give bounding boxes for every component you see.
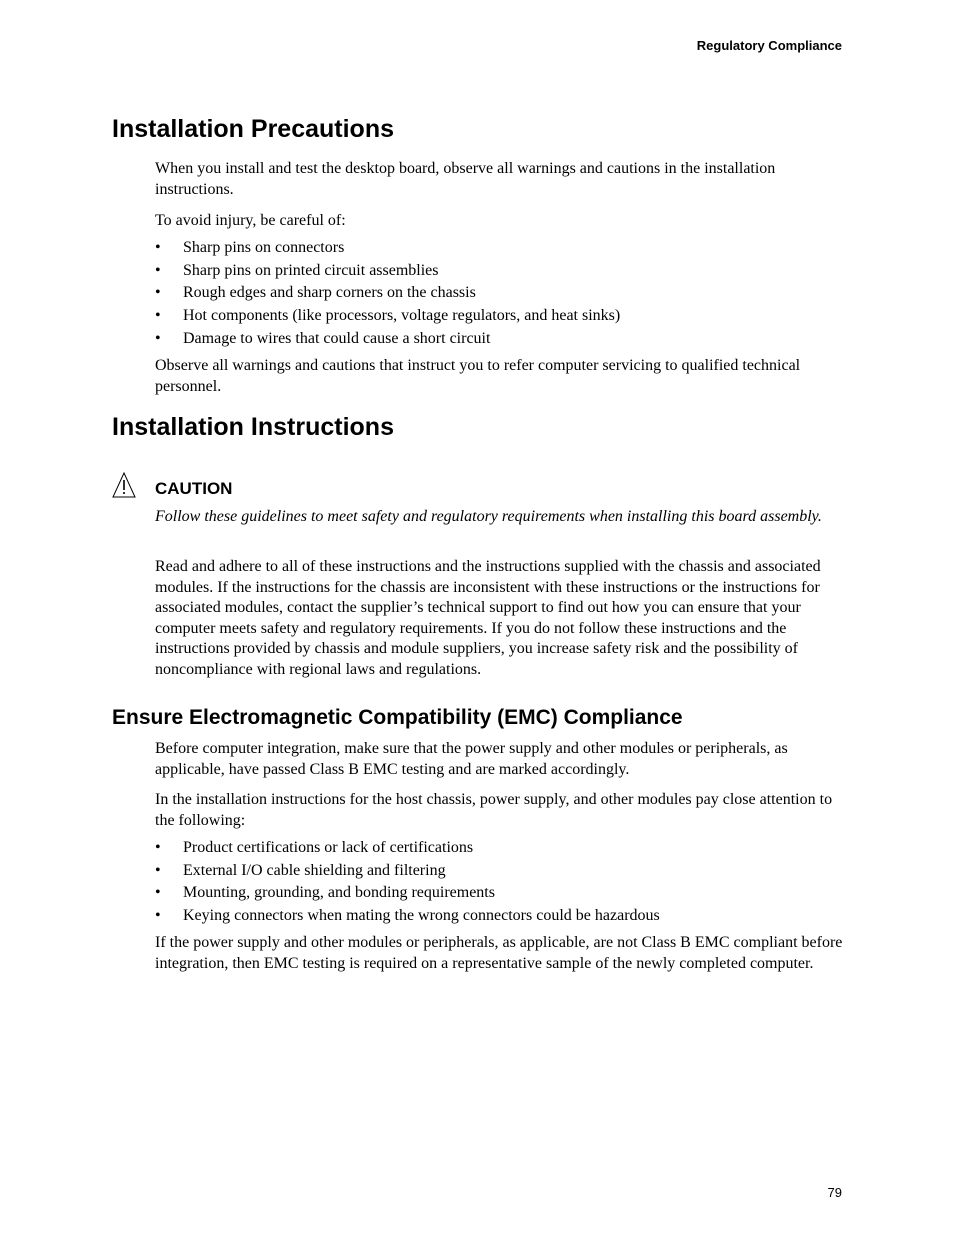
bullet-icon: • (155, 907, 161, 925)
paragraph: If the power supply and other modules or peripherals, as applicable, are not Class B EMC compliant before integration, then EMC testing is required on a representative sample of the newly completed computer. (155, 934, 843, 972)
list-item-text: Keying connectors when mating the wrong connectors could be hazardous (183, 907, 660, 925)
paragraph: To avoid injury, be careful of: (155, 212, 346, 229)
list-item-text: Sharp pins on printed circuit assemblies (183, 261, 439, 279)
list-item (155, 329, 620, 352)
precautions-list (155, 238, 620, 351)
list-item (155, 238, 620, 261)
page-number: 79 (827, 1185, 842, 1200)
section-heading-installation-instructions: Installation Instructions (112, 413, 394, 441)
bullet-icon: • (155, 861, 161, 879)
list-item-text: Product certifications or lack of certifications (183, 839, 474, 856)
list-item (155, 861, 660, 884)
list-item-text: External I/O cable shielding and filtering (183, 861, 446, 879)
caution-text: Follow these guidelines to meet safety and regulatory requirements when installing this board assembly. (155, 508, 822, 525)
bullet-icon: • (155, 239, 161, 256)
bullet-icon: • (155, 884, 161, 902)
bullet-icon: • (155, 839, 161, 856)
paragraph: When you install and test the desktop board, observe all warnings and cautions in the installation instructions. (155, 160, 776, 198)
list-item (155, 283, 620, 306)
list-item (155, 838, 660, 861)
paragraph: Before computer integration, make sure that the power supply and other modules or peripherals, as applicable, have passed Class B EMC testing and are marked accordingly. (155, 740, 788, 778)
list-item (155, 261, 620, 284)
section-heading-emc-compliance: Ensure Electromagnetic Compatibility (EMC) Compliance (112, 706, 683, 729)
list-item (155, 306, 620, 329)
emc-attention-list (155, 838, 660, 929)
paragraph: Read and adhere to all of these instructions and the instructions supplied with the chassis and associated modules. If the instructions for the chassis are inconsistent with these instructions or the instructions for associated modules, contact the supplier’s technical support to find out how you can ensure that your computer meets safety and regulatory requirements. If you do not follow these instructions and the instructions provided by chassis and module suppliers, you increase safety risk and the possibility of noncompliance with regional laws and regulations. (155, 558, 821, 678)
list-item-text: Sharp pins on connectors (183, 239, 345, 256)
section-heading-installation-precautions: Installation Precautions (112, 115, 395, 143)
bullet-icon: • (155, 261, 161, 279)
paragraph: Observe all warnings and cautions that instruct you to refer computer servicing to qualified technical personnel. (155, 357, 801, 395)
bullet-icon: • (155, 307, 161, 325)
list-item-text: Damage to wires that could cause a short circuit (183, 329, 491, 347)
list-item-text: Rough edges and sharp corners on the chassis (183, 284, 476, 302)
warning-triangle-icon (112, 472, 136, 498)
caution-title: CAUTION (155, 479, 233, 498)
list-item-text: Mounting, grounding, and bonding requirements (183, 884, 495, 902)
list-item-text: Hot components (like processors, voltage regulators, and heat sinks) (183, 307, 621, 325)
running-header: Regulatory Compliance (696, 38, 842, 53)
bullet-icon: • (155, 284, 161, 302)
paragraph: In the installation instructions for the host chassis, power supply, and other modules pay close attention to the following: (155, 791, 833, 829)
list-item (155, 883, 660, 906)
list-item (155, 906, 660, 929)
bullet-icon: • (155, 329, 161, 347)
